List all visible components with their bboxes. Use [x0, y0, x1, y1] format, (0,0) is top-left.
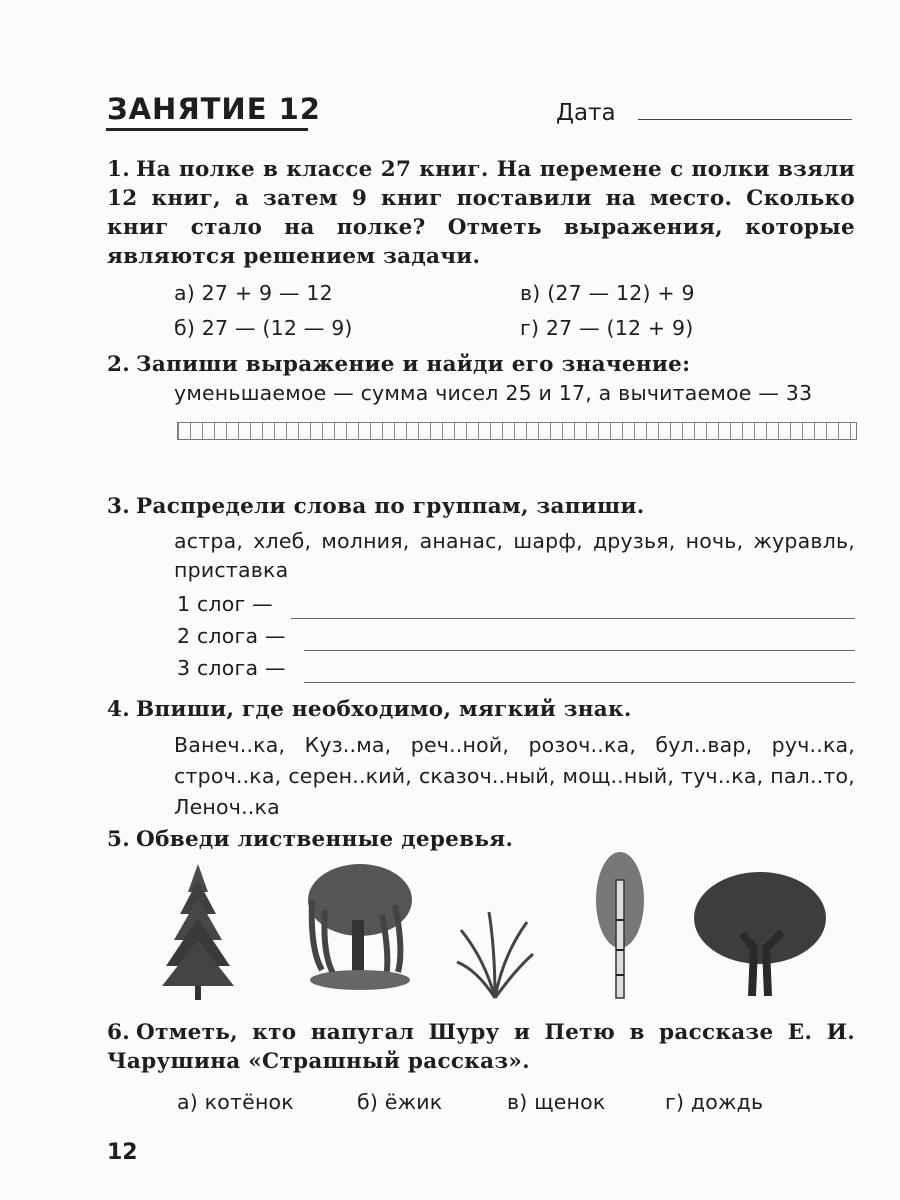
task-3-text: Распредели слова по группам, запиши.: [136, 494, 645, 519]
task-5-number: 5.: [107, 827, 131, 852]
task-3-number: 3.: [107, 494, 131, 519]
oak-tree-icon[interactable]: [690, 868, 830, 998]
task-4-question: [107, 695, 855, 724]
syllable-group-row: [177, 619, 855, 651]
task-1-options: [174, 279, 855, 343]
task-6-option-g[interactable]: г) дождь: [665, 1090, 764, 1114]
task-1-question: [107, 155, 855, 271]
task-2-question: [107, 350, 855, 379]
syllable-group-label: 2 слога —: [177, 624, 286, 648]
birch-tree-icon[interactable]: [590, 850, 650, 1000]
task-3-question: [107, 492, 855, 521]
fir-tree-icon[interactable]: [158, 862, 238, 1002]
task-6-options: [177, 1088, 855, 1117]
task-6: [107, 1018, 855, 1117]
page-number: 12: [107, 1140, 138, 1165]
syllable-group-row: [177, 651, 855, 683]
task-1-option-a[interactable]: а) 27 + 9 — 12: [174, 281, 333, 305]
task-3-words: астра, хлеб, молния, ананас, шарф, друзья, ночь, журавль, приставка: [174, 529, 855, 582]
task-4-words: Ванеч..ка, Куз..ма, реч..ной, розоч..ка, бул..вар, руч..ка, строч..ка, серен..кий, сказоч..ный, мощ..ный, туч..ка, пал..то, Леноч..ка: [174, 733, 855, 819]
task-6-option-b[interactable]: б) ёжик: [357, 1090, 443, 1114]
task-6-text: Отметь, кто напугал Шуру и Петю в рассказе Е. И. Чарушина «Страшный рассказ».: [107, 1020, 855, 1074]
syllable-group-label: 3 слога —: [177, 656, 286, 680]
willow-tree-icon[interactable]: [300, 860, 420, 995]
task-1-option-v[interactable]: в) (27 — 12) + 9: [520, 281, 695, 305]
reed-grass-icon[interactable]: [455, 910, 535, 1000]
syllable-answer-line[interactable]: [291, 598, 855, 619]
task-6-number: 6.: [107, 1020, 131, 1045]
syllable-answer-line[interactable]: [304, 662, 855, 683]
task-1: [107, 155, 855, 343]
title-underline: [106, 128, 308, 131]
answer-grid-cells[interactable]: [177, 422, 857, 440]
task-1-number: 1.: [107, 157, 131, 182]
task-4-text: Впиши, где необходимо, мягкий знак.: [136, 697, 632, 722]
task-4-number: 4.: [107, 697, 131, 722]
task-3: [107, 492, 855, 683]
syllable-group-label: 1 слог —: [177, 592, 273, 616]
task-6-option-v[interactable]: в) щенок: [507, 1090, 606, 1114]
task-6-question: [107, 1018, 855, 1076]
task-2-subtext: уменьшаемое — сумма чисел 25 и 17, а вычитаемое — 33: [174, 381, 813, 405]
trees-row: [150, 850, 870, 1010]
syllable-groups: [107, 587, 855, 683]
task-1-option-b[interactable]: б) 27 — (12 — 9): [174, 316, 353, 340]
date-input-line[interactable]: [638, 119, 852, 120]
task-2: [107, 350, 855, 440]
syllable-answer-line[interactable]: [304, 630, 855, 651]
syllable-group-row: [177, 587, 855, 619]
task-6-option-a[interactable]: а) котёнок: [177, 1090, 294, 1114]
task-2-text: Запиши выражение и найди его значение:: [136, 352, 691, 377]
date-label: Дата: [556, 100, 616, 126]
task-5-text: Обведи лиственные деревья.: [136, 827, 514, 852]
task-1-text: На полке в классе 27 книг. На перемене с полки взяли 12 книг, а затем 9 книг поставили на место. Сколько книг стало на полке? Отметь выражения, которые являются решением задачи.: [107, 157, 855, 269]
task-2-number: 2.: [107, 352, 131, 377]
lesson-title: ЗАНЯТИЕ 12: [107, 92, 321, 126]
task-1-option-g[interactable]: г) 27 — (12 + 9): [520, 316, 694, 340]
task-4: [107, 695, 855, 823]
